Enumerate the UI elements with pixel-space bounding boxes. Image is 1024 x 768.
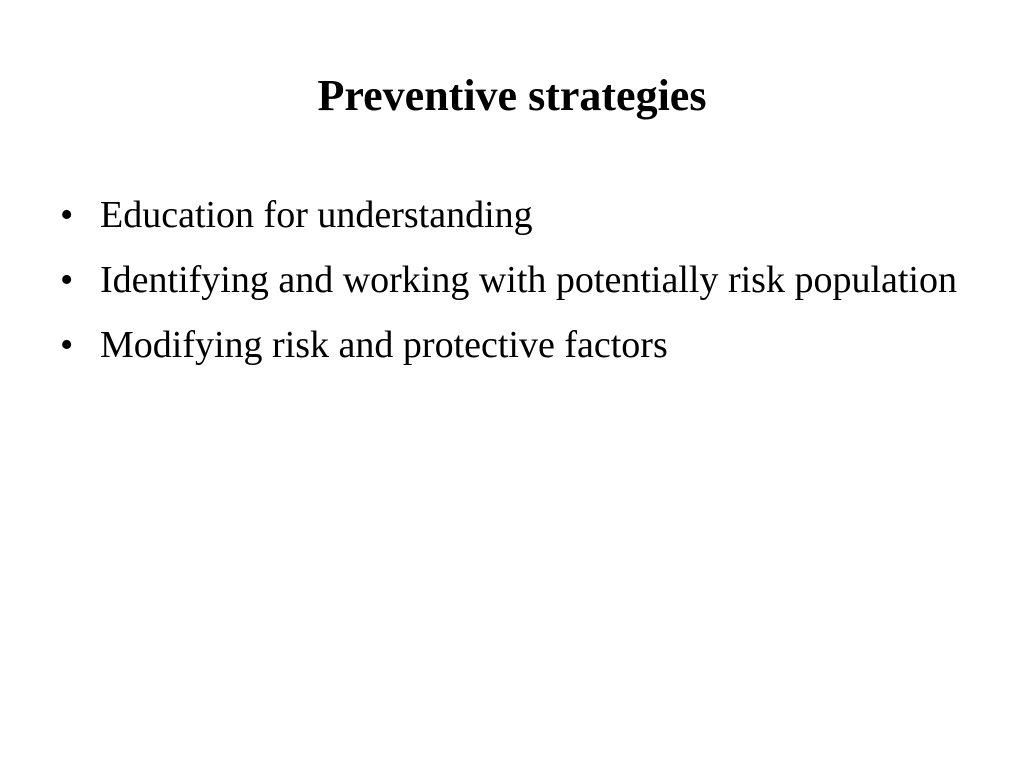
bullet-list bbox=[60, 188, 960, 383]
bullet-text: Identifying and working with potentially risk population bbox=[100, 259, 957, 301]
bullet-item-identifying bbox=[60, 253, 960, 307]
slide-title: Preventive strategies bbox=[317, 71, 707, 120]
bullet-item-education bbox=[60, 188, 960, 242]
bullet-dot-icon: • bbox=[60, 324, 74, 366]
bullet-dot-icon: • bbox=[60, 194, 74, 236]
bullet-text: Education for understanding bbox=[100, 194, 533, 236]
bullet-dot-icon: • bbox=[60, 259, 74, 301]
bullet-item-modifying bbox=[60, 318, 960, 372]
bullet-text: Modifying risk and protective factors bbox=[100, 324, 668, 366]
